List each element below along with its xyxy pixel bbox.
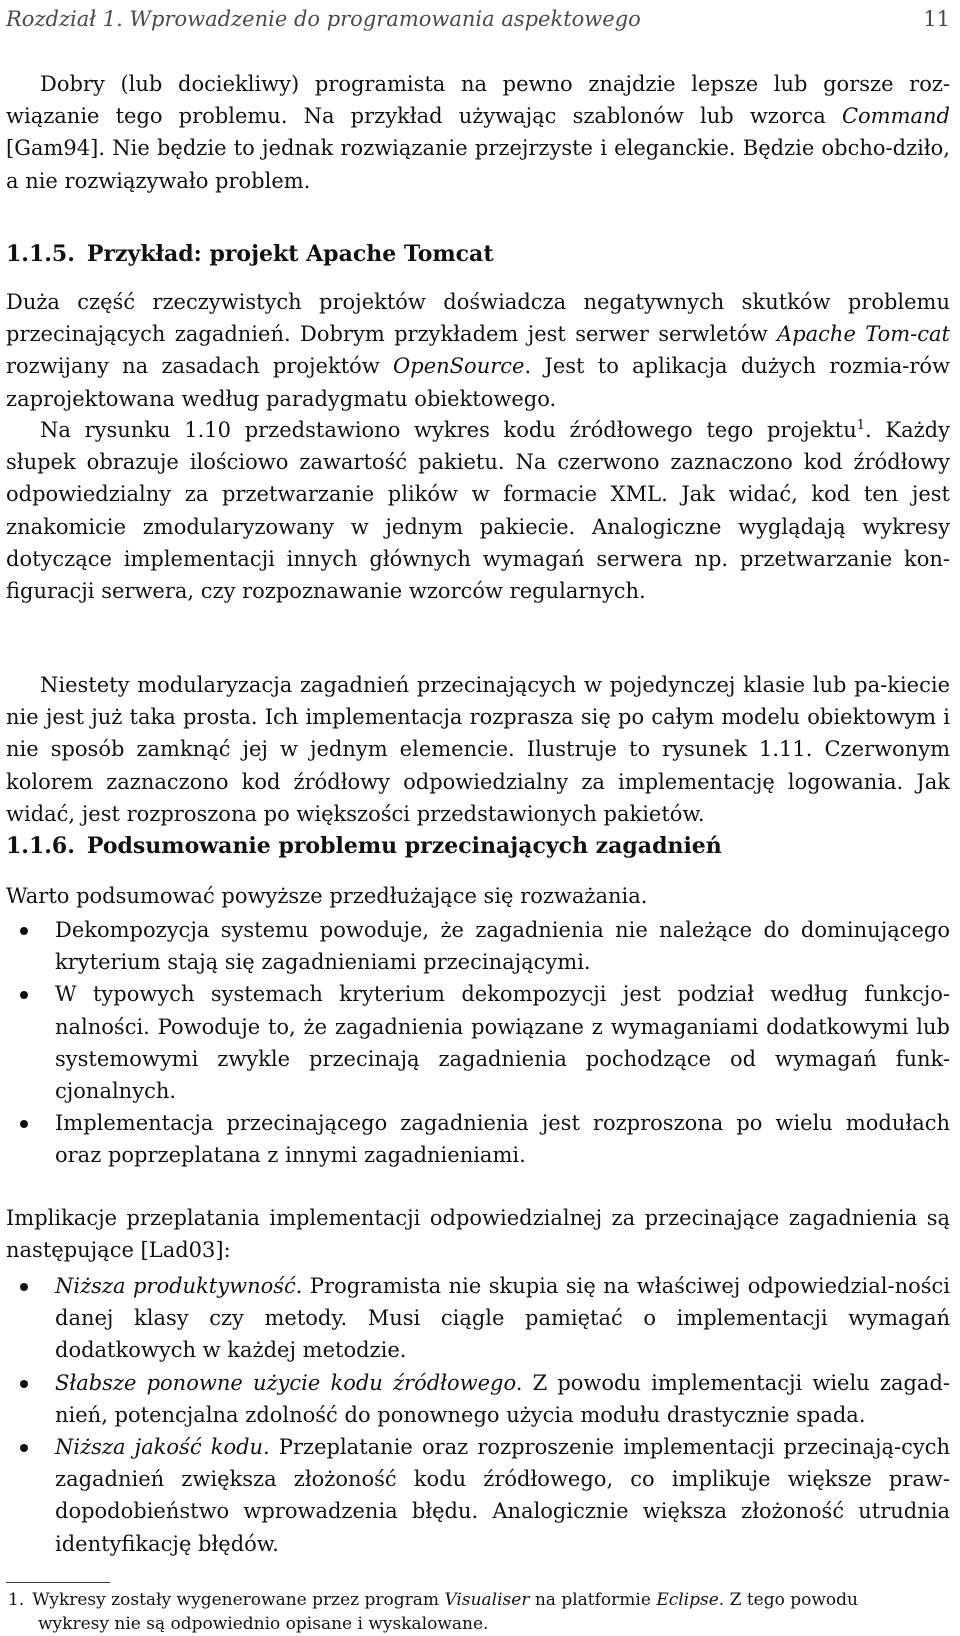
bullet-icon [20,1380,28,1388]
list-item-text: Dekompozycja systemu powoduje, że zagadnienia nie należące do dominującego kryterium stają się zagadnieniami przecinającymi. [55,918,950,975]
implications-lead [6,1202,950,1266]
text-run: Implikacje przeplatania implementacji odpowiedzialnej za przecinające zagadnienia są następujące [Lad03]: [6,1206,950,1263]
running-header [6,4,950,34]
section-115-paragraph-2 [6,414,950,607]
opensource-term: OpenSource [393,354,525,379]
visualiser-term: Visualiser [444,1590,530,1610]
list-item-text: Programista nie skupia się na właściwej odpowiedzial-ności danej klasy czy metody. Musi ciągle pamiętać o implementacji wymagań dodatkowych w każdej metodzie. [55,1274,950,1363]
bullet-icon [20,991,28,999]
text-run: . Z tego powodu [718,1590,858,1610]
section-title: Podsumowanie problemu przecinających zagadnień [86,833,722,859]
implication-term: Niższa produktywność. [55,1274,303,1298]
section-116-lead [6,880,950,912]
text-run: Niestety modularyzacja zagadnień przecinających w pojedynczej klasie lub pa-kiecie nie jest już taka prosta. Ich implementacja rozprasza się po całym modelu obiektowym i nie sposób zamknąć jej w jednym elemencie. Ilustruje to rysunek 1.11. Czerwonym kolorem zaznaczono kod źródłowy odpowiedzialny za implementację logowania. Jak widać, jest rozproszona po większości przedstawionych pakietów. [6,673,950,826]
text-run: Warto podsumować powyższe przedłużające się rozważania. [6,884,648,908]
list-item [6,1431,950,1560]
intro-line1: Dobry (lub dociekliwy) programista na pewno znajdzie lepsze lub gorsze roz- [40,72,950,96]
text-run: na platformie [529,1590,657,1610]
intro-paragraph [6,68,950,197]
eclipse-term: Eclipse [656,1590,719,1610]
section-115-paragraph-1 [6,286,950,415]
page-number: 11 [923,7,950,31]
text-run: Wykresy zostały wygenerowane przez program [32,1590,445,1610]
list-item [6,1367,950,1431]
list-item [6,1270,950,1367]
text-run: rozwijany na zasadach projektów [6,354,394,379]
chapter-title: Rozdział 1. Wprowadzenie do programowania aspektowego [6,7,641,31]
list-item-text: Implementacja przecinającego zagadnienia jest rozproszona po wielu modułach oraz poprzeplatana z innymi zagadnieniami. [55,1111,950,1168]
section-number: 1.1.5. [6,241,75,267]
text-run: . Jest to aplikacja dużych rozmia-rów zaprojektowana według paradygmatu obiektowego. [6,354,950,411]
section-heading-116 [6,830,950,862]
implications-list [6,1270,950,1560]
bullet-icon [20,1444,28,1452]
intro-line2: wiązanie tego problemu. Na przykład używając szablonów lub wzorca [6,104,842,129]
list-item [6,978,950,1107]
footnote-marker[interactable]: 1 [856,418,866,433]
bullet-icon [20,1120,28,1128]
section-115-paragraph-3 [6,669,950,830]
section-title: Przykład: projekt Apache Tomcat [86,241,494,267]
footnote-line2: wykresy nie są odpowiednio opisane i wyskalowane. [38,1614,489,1634]
footnote [8,1588,950,1636]
footnote-label: 1. [8,1590,25,1610]
list-item-text: W typowych systemach kryterium dekompozycji jest podział według funkcjo-nalności. Powoduje to, że zagadnienia powiązane z wymaganiami dodatkowymi lub systemowymi zwykle przecinają zagadnienia pochodzące od wymagań funk-cjonalnych. [55,982,950,1104]
implication-term: Niższa jakość kodu. [55,1435,270,1460]
text-run: Duża część rzeczywistych projektów doświadcza negatywnych skutków problemu przecinających zagadnień. Dobrym przykładem jest serwer serwletów [6,290,950,347]
list-item [6,1107,950,1171]
list-item-text: Z powodu implementacji wielu zagad-nień, potencjalna zdolność do ponownego użycia modułu drastycznie spada. [55,1370,950,1427]
bullet-icon [20,1283,28,1291]
section-heading-115 [6,238,950,270]
list-item-text: Przeplatanie oraz rozproszenie implementacji przecinają-cych zagadnień zwiększa złożoność kodu źródłowego, co implikuje większe praw-dopodobieństwo wprowadzenia błędu. Analogicznie większa złożoność utrudnia identyfikację błędów. [55,1435,950,1556]
implication-term: Słabsze ponowne użycie kodu źródłowego. [55,1370,523,1395]
summary-list [6,914,950,1172]
list-item [6,914,950,978]
bullet-icon [20,927,28,935]
text-run: . Każdy słupek obrazuje ilościowo zawartość pakietu. Na czerwono zaznaczono kod źródłowy odpowiedzialny za przetwarzanie plików w formacie XML. Jak widać, kod ten jest znakomicie zmodularyzowany w jednym pakiecie. Analogiczne wyglądają wykresy dotyczące implementacji innych głównych wymagań serwera np. przetwarzanie kon-figuracji serwera, czy rozpoznawanie wzorców regularnych. [6,418,950,604]
command-term: Command [841,104,950,129]
footnote-rule [6,1582,110,1583]
intro-line3: [Gam94]. Nie będzie to jednak rozwiązanie przejrzyste i eleganckie. Będzie obcho-dziło, a nie rozwiązywało problem. [6,136,950,193]
text-run: Na rysunku 1.10 przedstawiono wykres kodu źródłowego tego projektu [40,418,857,442]
section-number: 1.1.6. [6,833,75,859]
apache-tomcat-term: Apache Tom-cat [777,322,950,347]
